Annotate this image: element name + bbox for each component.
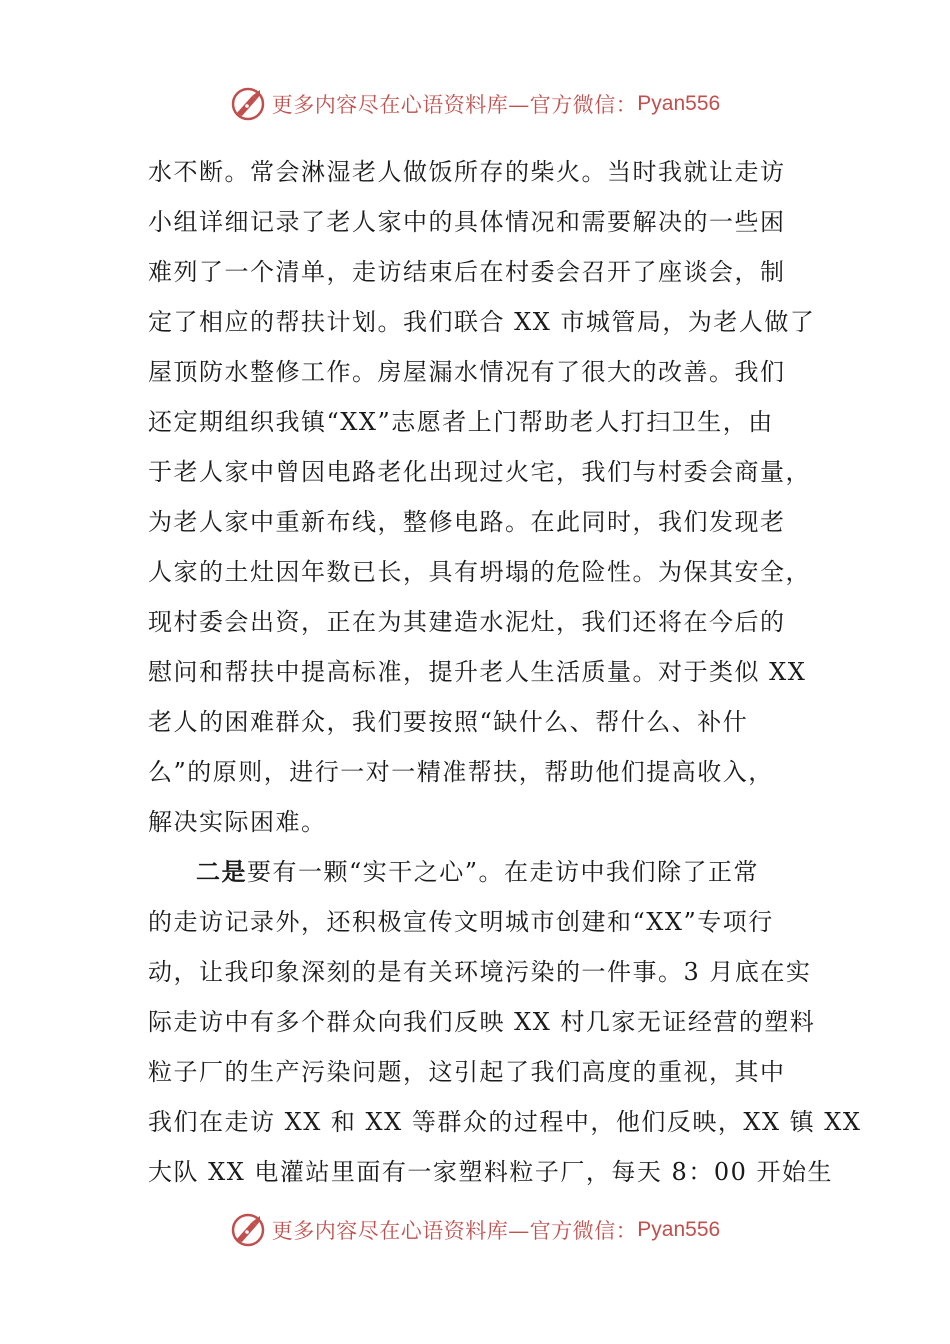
text-line: 定了相应的帮扶计划。我们联合 XX 市城管局，为老人做了 <box>148 308 816 336</box>
pen-nib-circle-icon <box>230 86 266 122</box>
text-line: 老人的困难群众，我们要按照“缺什么、帮什么、补什 <box>148 708 749 736</box>
text-line: 人家的土灶因年数已长，具有坍塌的危险性。为保其安全， <box>148 558 811 586</box>
text-line: 动，让我印象深刻的是有关环境污染的一件事。3 月底在实 <box>148 958 812 986</box>
header-banner <box>0 84 950 124</box>
text-line-first <box>148 847 808 897</box>
text-line: 水不断。常会淋湿老人做饭所存的柴火。当时我就让走访 <box>148 158 786 186</box>
banner-wechat-handle: Pyan556 <box>637 92 721 115</box>
paragraph-lead: 二是 <box>196 857 247 886</box>
paragraph-1 <box>148 147 816 847</box>
text-line: 还定期组织我镇“XX”志愿者上门帮助老人打扫卫生，由 <box>148 408 774 436</box>
banner-text: 更多内容尽在心语资料库—官方微信： <box>271 93 638 117</box>
text-line: 际走访中有多个群众向我们反映 XX 村几家无证经营的塑料 <box>148 1008 816 1036</box>
footer-banner <box>0 1210 950 1250</box>
text-line: 我们在走访 XX 和 XX 等群众的过程中，他们反映，XX 镇 XX <box>148 1108 862 1136</box>
document-body <box>148 147 862 1197</box>
banner-text: 更多内容尽在心语资料库—官方微信： <box>271 1219 638 1243</box>
text-line: 大队 XX 电灌站里面有一家塑料粒子厂，每天 8：00 开始生 <box>148 1158 833 1186</box>
text-line: 慰问和帮扶中提高标准，提升老人生活质量。对于类似 XX <box>148 658 807 686</box>
pen-nib-circle-icon <box>230 1212 266 1248</box>
paragraph-2 <box>148 847 862 1197</box>
text-line: 粒子厂的生产污染问题，这引起了我们高度的重视，其中 <box>148 1058 786 1086</box>
text-line: 小组详细记录了老人家中的具体情况和需要解决的一些困 <box>148 208 786 236</box>
text-line: 于老人家中曾因电路老化出现过火宅，我们与村委会商量， <box>148 458 811 486</box>
text-line: 解决实际困难。 <box>148 808 327 836</box>
text-line-rest: 要有一颗“实干之心”。在走访中我们除了正常 <box>247 858 760 886</box>
banner-wechat-handle: Pyan556 <box>637 1218 721 1241</box>
text-line: 为老人家中重新布线，整修电路。在此同时，我们发现老 <box>148 508 786 536</box>
text-line: 的走访记录外，还积极宣传文明城市创建和“XX”专项行 <box>148 908 774 936</box>
text-line: 现村委会出资，正在为其建造水泥灶，我们还将在今后的 <box>148 608 786 636</box>
text-line: 难列了一个清单，走访结束后在村委会召开了座谈会，制 <box>148 258 786 286</box>
text-line: 屋顶防水整修工作。房屋漏水情况有了很大的改善。我们 <box>148 358 786 386</box>
text-line: 么”的原则，进行一对一精准帮扶，帮助他们提高收入， <box>148 758 774 786</box>
